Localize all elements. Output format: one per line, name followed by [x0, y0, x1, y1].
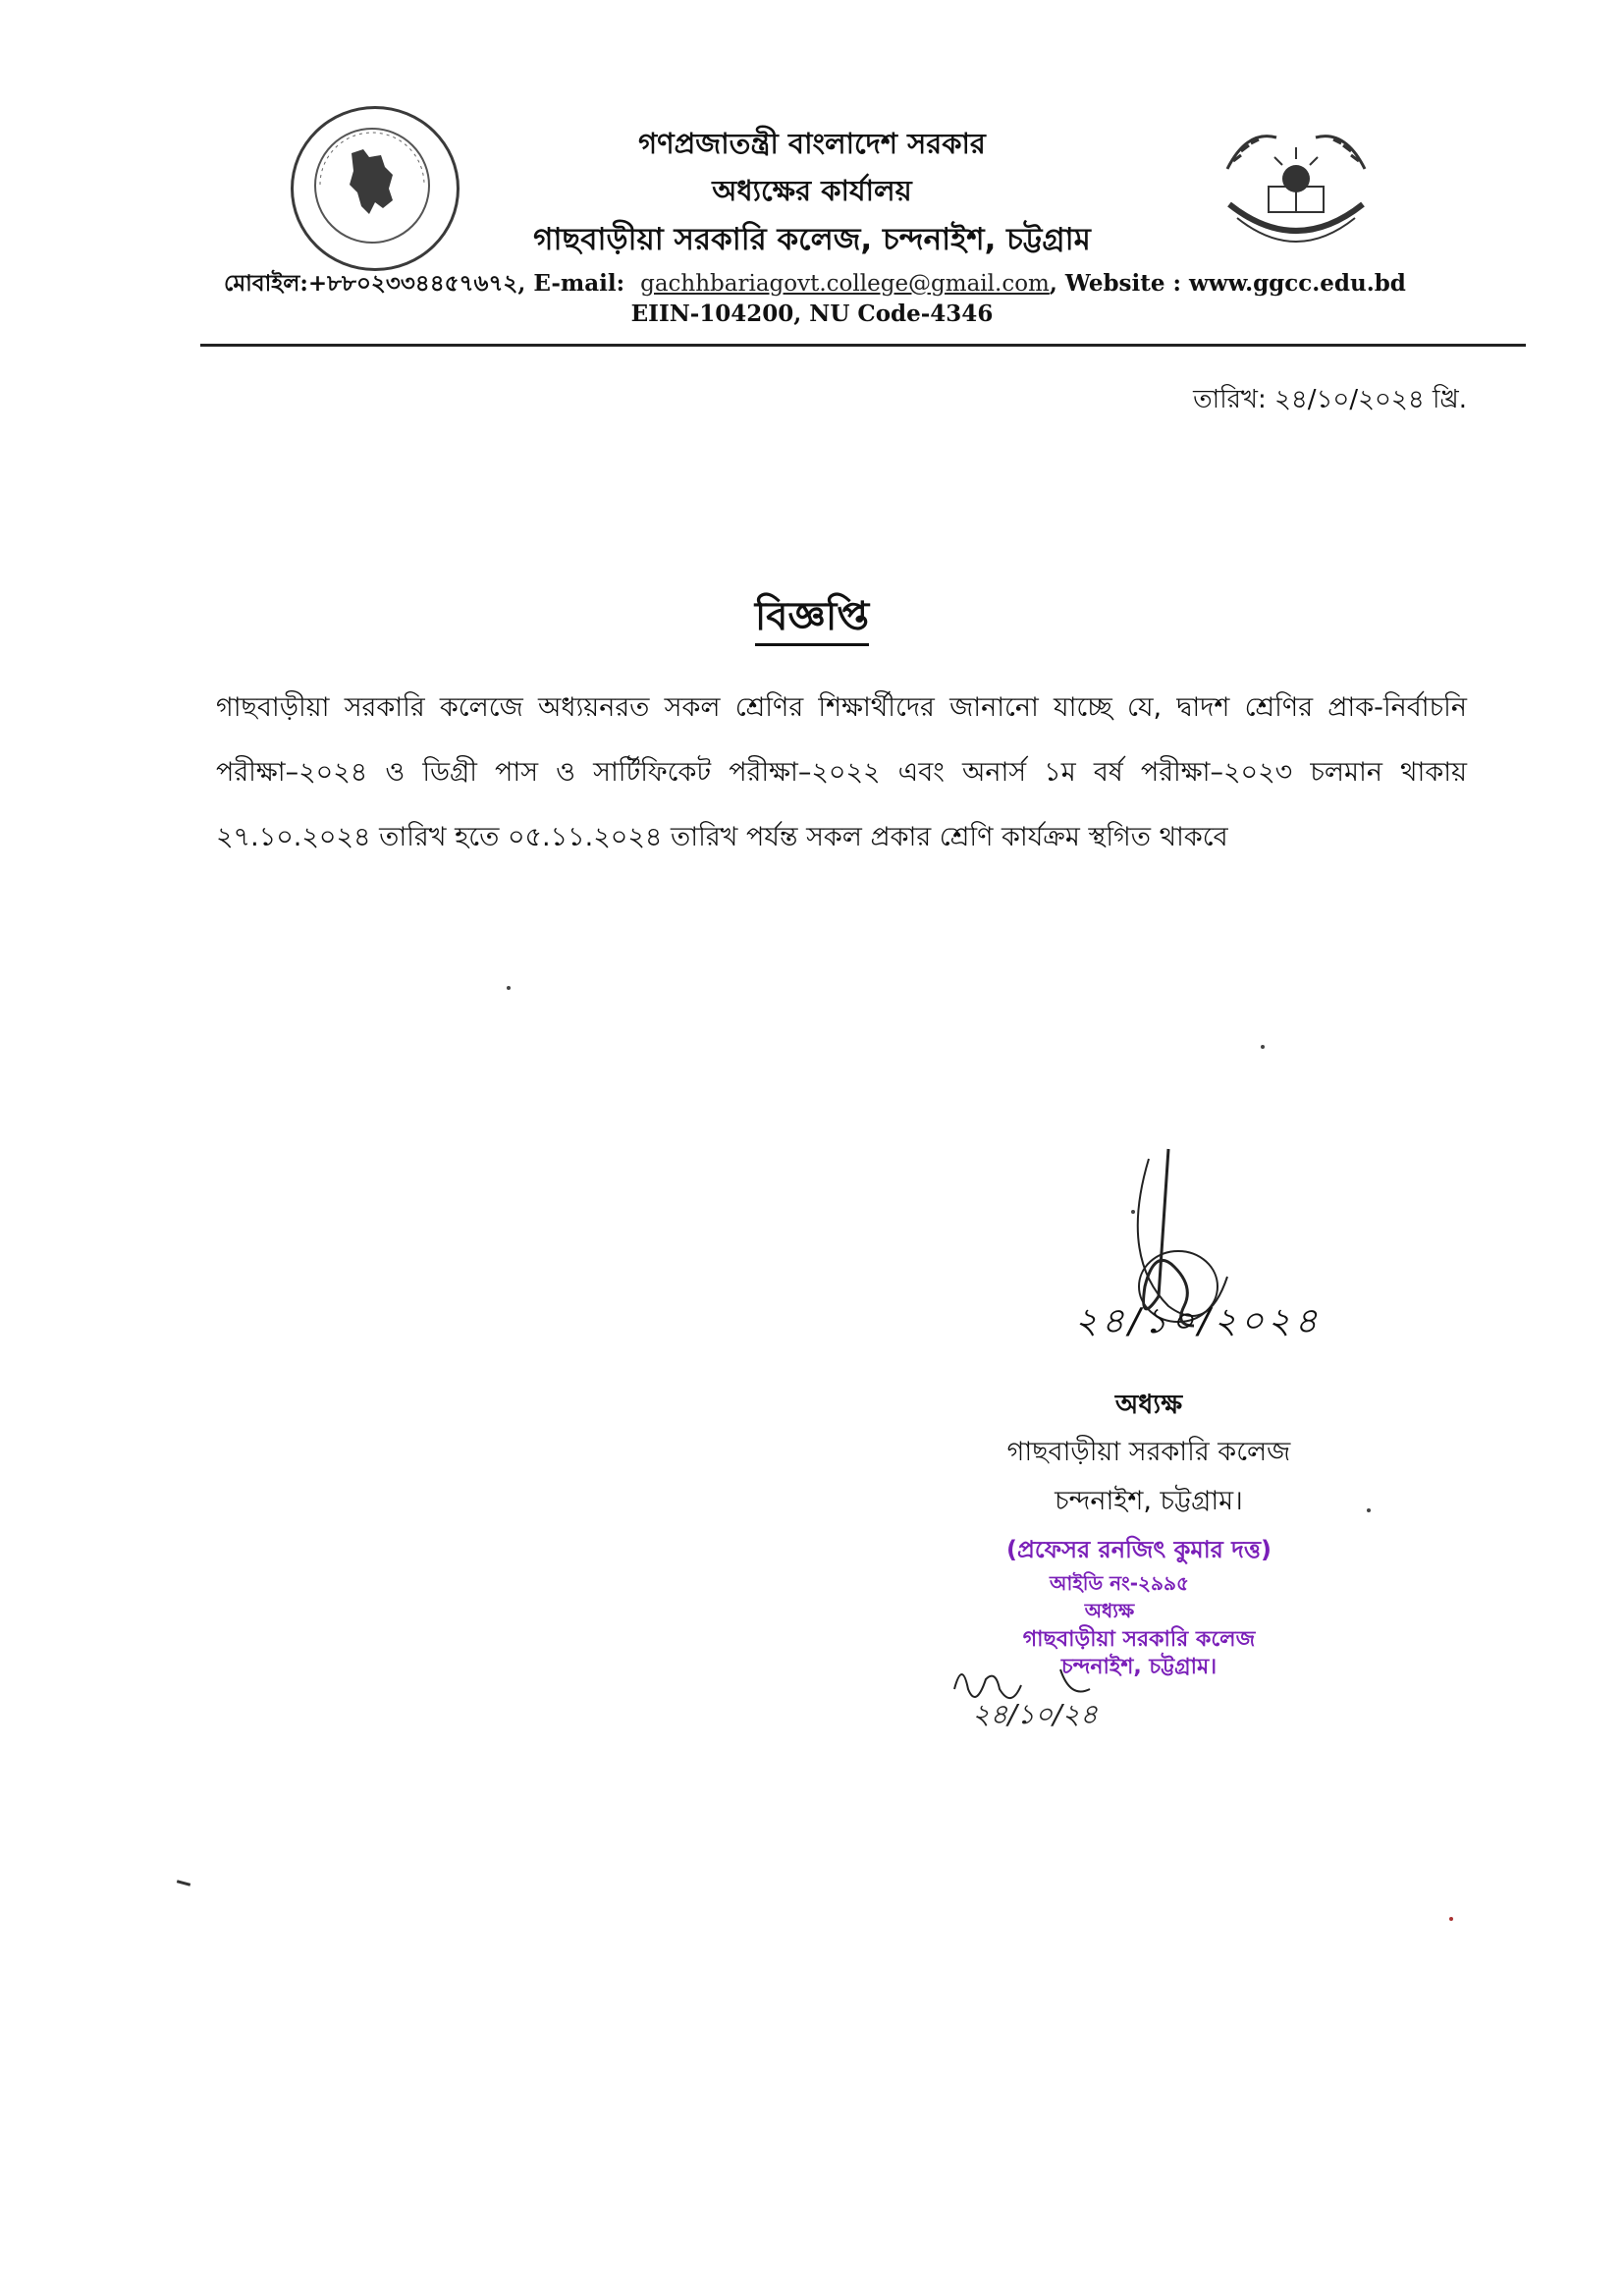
scan-speck	[507, 986, 511, 990]
stamp-college: গাছবাড়ীয়া সরকারি কলেজ	[1022, 1627, 1256, 1652]
scan-speck	[1449, 1917, 1453, 1921]
scan-speck	[1367, 1508, 1371, 1512]
office-name: অধ্যক্ষের কার্যালয়	[712, 174, 912, 207]
signature-designation: অধ্যক্ষ	[1114, 1390, 1183, 1420]
scan-speck	[1261, 1045, 1265, 1049]
signature-college: গাছবাড়ীয়া সরকারি কলেজ	[1006, 1437, 1291, 1467]
government-name: গণপ্রজাতন্ত্রী বাংলাদেশ সরকার	[638, 127, 986, 160]
notice-title	[0, 585, 1624, 651]
scan-speck	[177, 1880, 190, 1886]
scan-speck	[1131, 1210, 1135, 1214]
stamp-location: চন্দনাইশ, চট্টগ্রাম।	[1060, 1655, 1218, 1679]
stamp-signed-date: ২৪/১০/২৪	[972, 1698, 1098, 1730]
college-name: গাছবাড়ীয়া সরকারি কলেজ, চন্দনাইশ, চট্টগ্রাম	[533, 222, 1091, 257]
contact-line	[224, 265, 1451, 303]
header-divider	[200, 344, 1526, 347]
mobile-label: মোবাইল:+৮৮০২৩৩৪৪৫৭৬৭২, E-mail:	[224, 270, 625, 297]
eiin-code: EIIN-104200, NU Code-4346	[630, 301, 994, 327]
notice-title-text: বিজ্ঞপ্তি	[755, 594, 869, 646]
email-link[interactable]: gachhbariagovt.college@gmail.com	[640, 271, 1050, 297]
notice-date: তারিখ: ২৪/১০/২০২৪ খ্রি.	[1193, 385, 1467, 414]
stamp-id: আইডি নং-২৯৯৫	[1050, 1571, 1189, 1595]
signature-location: চন্দনাইশ, চট্টগ্রাম।	[1055, 1486, 1243, 1516]
website-text: , Website : www.ggcc.edu.bd	[1049, 270, 1406, 297]
notice-body: গাছবাড়ীয়া সরকারি কলেজে অধ্যয়নরত সকল শ্রেণির শিক্ষার্থীদের জানানো যাচ্ছে যে, দ্বাদশ শ্রেণির প্রাক-নির্বাচনি পরীক্ষা–২০২৪ ও ডিগ্রী পাস ও সার্টিফিকেট পরীক্ষা–২০২২ এবং অনার্স ১ম বর্ষ পরীক্ষা–২০২৩ চলমান থাকায় ২৭.১০.২০২৪ তারিখ হতে ০৫.১১.২০২৪ তারিখ পর্যন্ত সকল প্রকার শ্রেণি কার্যক্রম স্থগিত থাকবে	[216, 692, 1467, 852]
stamp-name: (প্রফেসর রনজিৎ কুমার দত্ত)	[1006, 1536, 1272, 1563]
signature-date: ২৪/১০/২০২৪	[1074, 1301, 1322, 1341]
stamp-designation: অধ্যক্ষ	[1084, 1599, 1135, 1622]
